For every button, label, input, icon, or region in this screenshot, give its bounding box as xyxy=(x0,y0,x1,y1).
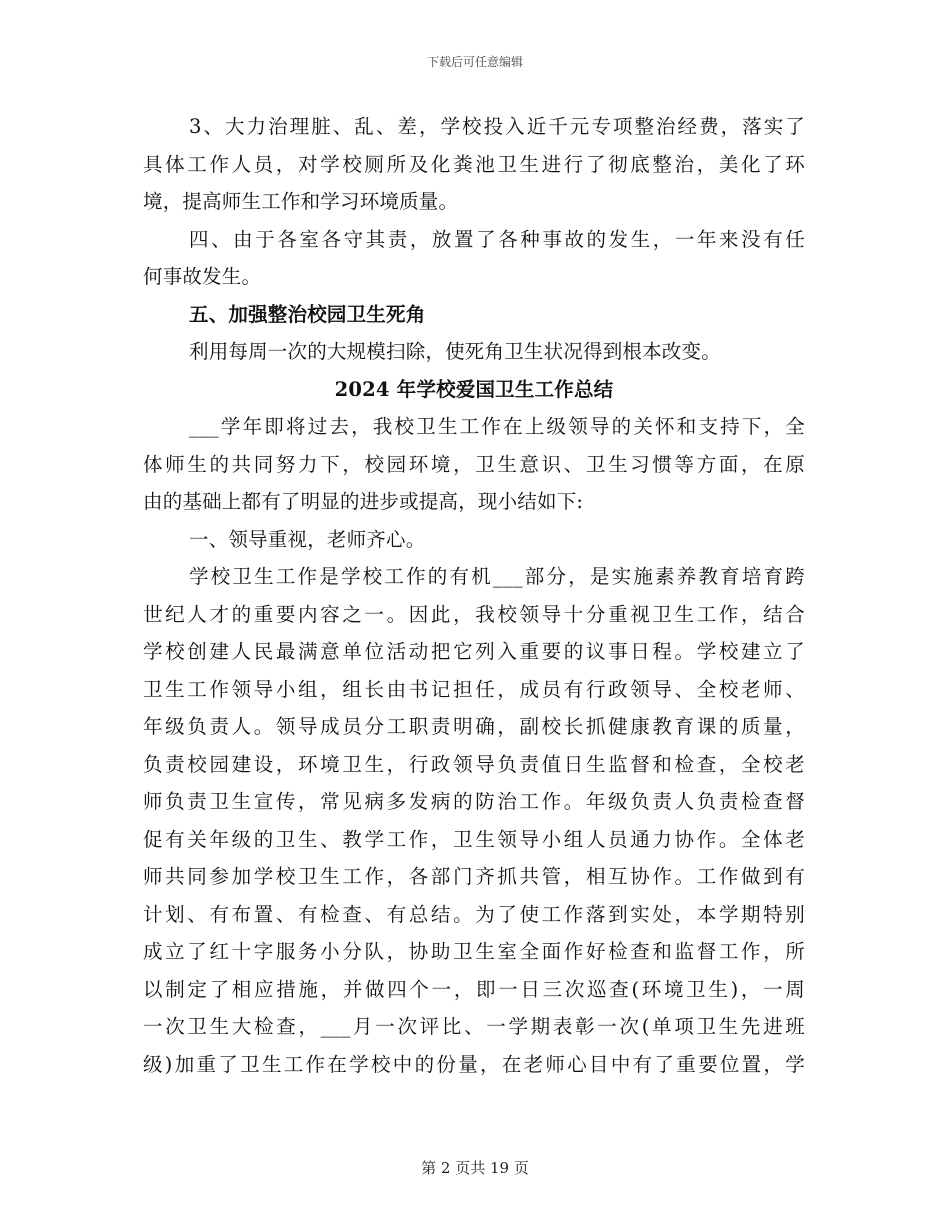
paragraph-line: 成立了红十字服务小分队，协助卫生室全面作好检查和监督工作，所 xyxy=(143,940,805,963)
paragraph-line: 促有关年级的卫生、教学工作，卫生领导小组人员通力协作。全体老 xyxy=(143,827,805,851)
paragraph-line: 计划、有布置、有检查、有总结。为了使工作落到实处，本学期特别 xyxy=(143,902,805,926)
document-title: 2024 年学校爱国卫生工作总结 xyxy=(334,377,614,401)
paragraph-line: 境，提高师生工作和学习环境质量。 xyxy=(143,190,459,213)
paragraph-line: 负责校园建设，环境卫生，行政领导负责值日生监督和检查，全校老 xyxy=(143,752,805,776)
section-heading: 一、领导重视，老师齐心。 xyxy=(189,527,426,551)
paragraph-line: 以制定了相应措施，并做四个一，即一日三次巡查(环境卫生)，一周 xyxy=(143,977,805,1001)
section-heading: 五、加强整治校园卫生死角 xyxy=(189,302,426,326)
page-footer: 第 2 页共 19 页 xyxy=(421,1159,529,1177)
paragraph-line: ___学年即将过去，我校卫生工作在上级领导的关怀和支持下，全 xyxy=(189,415,805,438)
paragraph-line: 年级负责人。领导成员分工职责明确，副校长抓健康教育课的质量， xyxy=(143,715,805,738)
paragraph-line: 学校卫生工作是学校工作的有机___部分，是实施素养教育培育跨 xyxy=(189,565,805,588)
paragraph-line: 3、大力治理脏、乱、差，学校投入近千元专项整治经费，落实了 xyxy=(189,115,805,138)
paragraph-line: 由的基础上都有了明显的进步或提高，现小结如下: xyxy=(143,490,584,513)
document-body xyxy=(143,108,805,1083)
page-header: 下载后可任意编辑 xyxy=(426,55,523,69)
paragraph-line: 何事故发生。 xyxy=(143,265,262,288)
paragraph-line: 四、由于各室各守其责，放置了各种事故的发生，一年来没有任 xyxy=(189,227,805,251)
paragraph-line: 利用每周一次的大规模扫除，使死角卫生状况得到根本改变。 xyxy=(189,340,721,363)
paragraph-line: 卫生工作领导小组，组长由书记担任，成员有行政领导、全校老师、 xyxy=(143,677,805,701)
paragraph-line: 级)加重了卫生工作在学校中的份量，在老师心目中有了重要位置，学 xyxy=(143,1052,805,1076)
paragraph-line: 师负责卫生宣传，常见病多发病的防治工作。年级负责人负责检查督 xyxy=(143,790,805,813)
paragraph-line: 世纪人才的重要内容之一。因此，我校领导十分重视卫生工作，结合 xyxy=(143,602,805,626)
paragraph-line: 体师生的共同努力下，校园环境，卫生意识、卫生习惯等方面，在原 xyxy=(143,452,805,476)
paragraph-line: 具体工作人员，对学校厕所及化粪池卫生进行了彻底整治，美化了环 xyxy=(143,152,805,176)
paragraph-line: 师共同参加学校卫生工作，各部门齐抓共管，相互协作。工作做到有 xyxy=(143,865,805,888)
paragraph-line: 一次卫生大检查，___月一次评比、一学期表彰一次(单项卫生先进班 xyxy=(143,1015,805,1038)
paragraph-line: 学校创建人民最满意单位活动把它列入重要的议事日程。学校建立了 xyxy=(143,640,805,663)
